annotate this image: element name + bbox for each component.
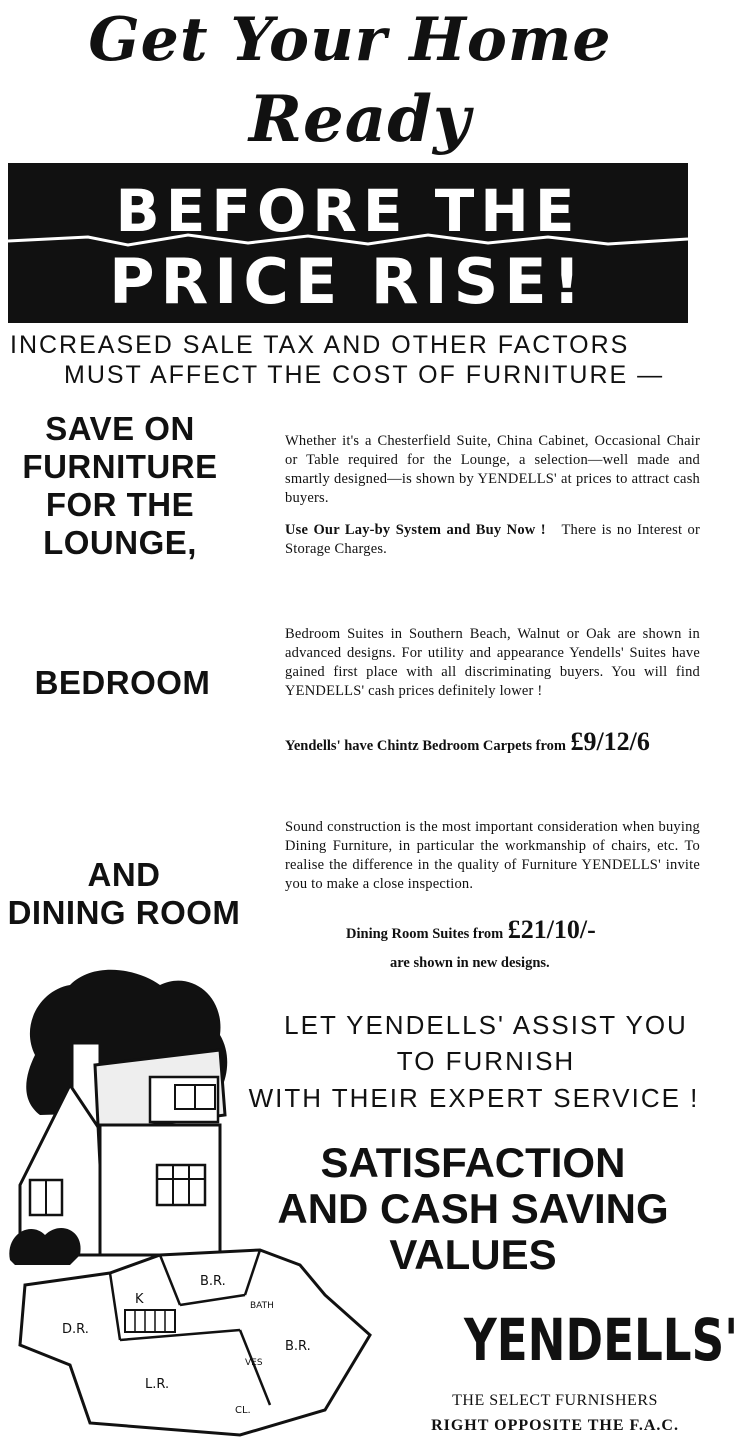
carpet-price: £9/12/6 — [570, 727, 650, 756]
floorplan-label-lr: L.R. — [145, 1377, 170, 1392]
floorplan-label-br2: B.R. — [285, 1339, 311, 1354]
brand-name: YENDELLS' — [464, 1306, 738, 1374]
assist-line3: WITH THEIR EXPERT SERVICE ! — [248, 1083, 700, 1113]
brand-tagline: THE SELECT FURNISHERS — [452, 1392, 658, 1409]
dining-suites-price: £21/10/- — [507, 915, 596, 944]
floorplan-label-bath: BATH — [250, 1301, 274, 1311]
lounge-heading-line: FURNITURE — [22, 448, 218, 485]
headline-line1: Get Your Home — [88, 5, 612, 75]
dining-suites-offer — [346, 915, 696, 945]
lounge-heading-line: FOR THE — [45, 486, 195, 523]
dining-heading — [0, 856, 248, 932]
intro-line2: MUST AFFECT THE COST OF FURNITURE — — [64, 361, 665, 389]
price-rise-banner — [8, 163, 688, 323]
banner-line1: BEFORE THE — [115, 177, 581, 245]
headline-line2: Ready — [248, 82, 472, 157]
floorplan-label-dr: D.R. — [62, 1322, 89, 1337]
lounge-heading-line: SAVE ON — [45, 410, 195, 447]
layby-rest: There is no Interest or Storage Charges. — [285, 522, 700, 557]
layby-bold: Use Our Lay-by System and Buy Now ! — [285, 522, 546, 538]
dining-heading-line: AND — [87, 856, 161, 893]
dining-suites-text: Dining Room Suites from — [346, 926, 504, 942]
carpet-offer — [285, 727, 700, 757]
lightning-stripe-icon — [8, 231, 688, 249]
window — [157, 1165, 205, 1205]
satisfaction-heading — [246, 1140, 700, 1278]
floorplan-label-cl: CL. — [235, 1405, 251, 1416]
brand-location: RIGHT OPPOSITE THE F.A.C. — [431, 1417, 679, 1434]
floorplan-label-k: K — [135, 1292, 144, 1307]
floorplan-label-br1: B.R. — [200, 1274, 226, 1289]
bedroom-text: Bedroom Suites in Southern Beach, Walnut or Oak are shown in advanced designs. For utility and appearance Yendells' Suites have gained first place with all discriminating buyers. You will find YENDELLS' cash prices definitely lower ! — [285, 626, 700, 699]
intro-line1: INCREASED SALE TAX AND OTHER FACTORS — [10, 331, 630, 359]
lounge-text: Whether it's a Chesterfield Suite, China Cabinet, Occasional Chair or Table required for the Lounge, a selection—well made and smartly designed—is shown by YENDELLS' at prices to attract cash buyers. — [285, 433, 700, 506]
assist-line2: TO FURNISH — [396, 1046, 576, 1076]
stairs — [125, 1310, 175, 1332]
satisfaction-line: AND CASH SAVING — [277, 1185, 669, 1232]
dining-suites-note: are shown in new designs. — [390, 955, 550, 971]
lounge-heading-line: LOUNGE, — [43, 524, 197, 561]
dining-heading-line: DINING ROOM — [7, 894, 241, 931]
carpet-text: Yendells' have Chintz Bedroom Carpets from — [285, 738, 566, 754]
dining-text: Sound construction is the most important consideration when buying Dining Furniture, in particular the workmanship of chairs, etc. To realise the difference in the quality of Furniture YENDELLS' invite you to make a close inspection. — [285, 819, 700, 892]
layby-text — [285, 521, 700, 559]
banner-line2: PRICE RISE! — [109, 245, 587, 318]
floorplan-label-ves: VES — [245, 1358, 263, 1368]
satisfaction-line: SATISFACTION — [320, 1139, 626, 1186]
satisfaction-line: VALUES — [389, 1231, 557, 1278]
assist-line1: LET YENDELLS' ASSIST YOU — [284, 1010, 688, 1040]
lounge-heading — [20, 410, 220, 562]
bedroom-heading: BEDROOM — [34, 664, 211, 701]
